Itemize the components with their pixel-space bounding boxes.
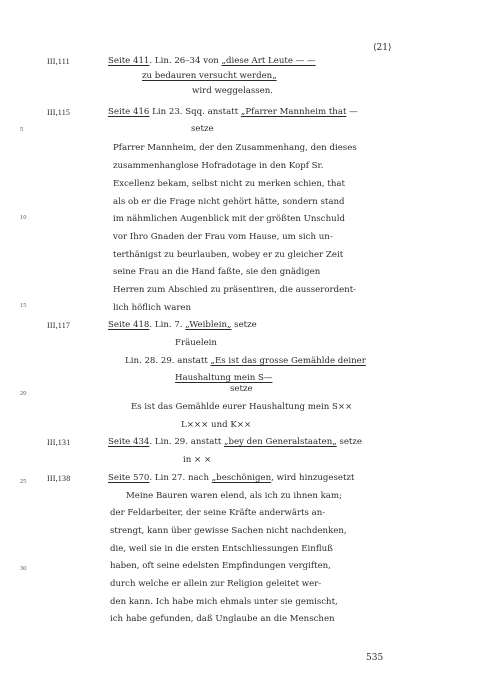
margin-line-number: 20 — [20, 390, 27, 397]
text-line: setze — [230, 384, 253, 394]
text-line: ich habe gefunden, daß Unglaube an die Menschen — [110, 614, 335, 624]
text-line: Haushaltung mein S— — [175, 373, 273, 383]
text-line: Seite 570. Lin 27. nach „beschönigen, wird hinzugesetzt — [108, 473, 355, 483]
entry-reference: III,115 — [47, 108, 71, 117]
entry-reference: III,117 — [47, 321, 71, 330]
text-line: Seite 416 Lin 23. Sqq. anstatt „Pfarrer Mannheim that — — [108, 107, 358, 117]
text-line: Seite 434. Lin. 29. anstatt „bey den Generalstaaten„ setze — [108, 437, 362, 447]
text-line: terthänigst zu beurlauben, wobey er zu gleicher Zeit — [113, 250, 344, 260]
text-line: die, weil sie in die ersten Entschliessungen Einfluß — [110, 544, 333, 554]
text-line: strengt, kann über gewisse Sachen nicht nachdenken, — [110, 526, 347, 536]
entry-reference: III,131 — [47, 438, 71, 447]
text-line: seine Frau an die Hand faßte, sie den gnädigen — [113, 267, 321, 277]
text-line: Es ist das Gemählde eurer Haushaltung mein S×× — [131, 402, 353, 412]
entry-reference: III,111 — [47, 57, 70, 66]
text-line: Excellenz bekam, selbst nicht zu merken schien, that — [113, 179, 345, 189]
text-line: Seite 418. Lin. 7. „Weiblein„ setze — [108, 320, 257, 330]
text-line: zu bedauren versucht werden„ — [142, 71, 277, 81]
text-line: durch welche er allein zur Religion geleitet wer- — [110, 579, 322, 589]
text-line: als ob er die Frage nicht gehört hätte, sondern stand — [113, 197, 345, 207]
text-line: wird weggelassen. — [192, 86, 274, 96]
margin-line-number: 10 — [20, 214, 27, 221]
folio-mark: ⟨21⟩ — [373, 43, 392, 53]
margin-line-number: 25 — [20, 478, 27, 485]
text-line: im nähmlichen Augenblick mit der größten Unschuld — [113, 214, 345, 224]
text-line: lich höflich waren — [113, 303, 192, 313]
page-number: 535 — [366, 653, 384, 663]
text-line: Herren zum Abschied zu präsentiren, die ausserordent- — [113, 285, 357, 295]
text-line: Pfarrer Mannheim, der den Zusammenhang, den dieses — [113, 143, 357, 153]
text-line: den kann. Ich habe mich ehmals unter sie gemischt, — [110, 597, 338, 607]
text-line: Lin. 28. 29. anstatt „Es ist das grosse Gemählde deiner — [125, 356, 366, 366]
text-line: der Feldarbeiter, der seine Kräfte anderwärts an- — [110, 508, 326, 518]
margin-line-number: 5 — [20, 126, 24, 133]
margin-line-number: 15 — [20, 302, 27, 309]
text-line: L××× und K×× — [181, 420, 252, 430]
text-line: vor Ihro Gnaden der Frau vom Hause, um sich un- — [113, 232, 333, 242]
text-line: zusammenhanglose Hofradotage in den Kopf Sr. — [113, 161, 324, 171]
text-line: Fräuelein — [175, 338, 217, 348]
text-line: haben, oft seine edelsten Empfindungen vergiften, — [110, 561, 331, 571]
text-line: Meine Bauren waren elend, als ich zu ihnen kam; — [126, 491, 342, 501]
entry-reference: III,138 — [47, 474, 71, 483]
text-line: Seite 411. Lin. 26–34 von „diese Art Leute — — — [108, 56, 316, 66]
text-line: setze — [191, 124, 214, 134]
margin-line-number: 30 — [20, 565, 27, 572]
text-line: in × × — [183, 455, 212, 465]
